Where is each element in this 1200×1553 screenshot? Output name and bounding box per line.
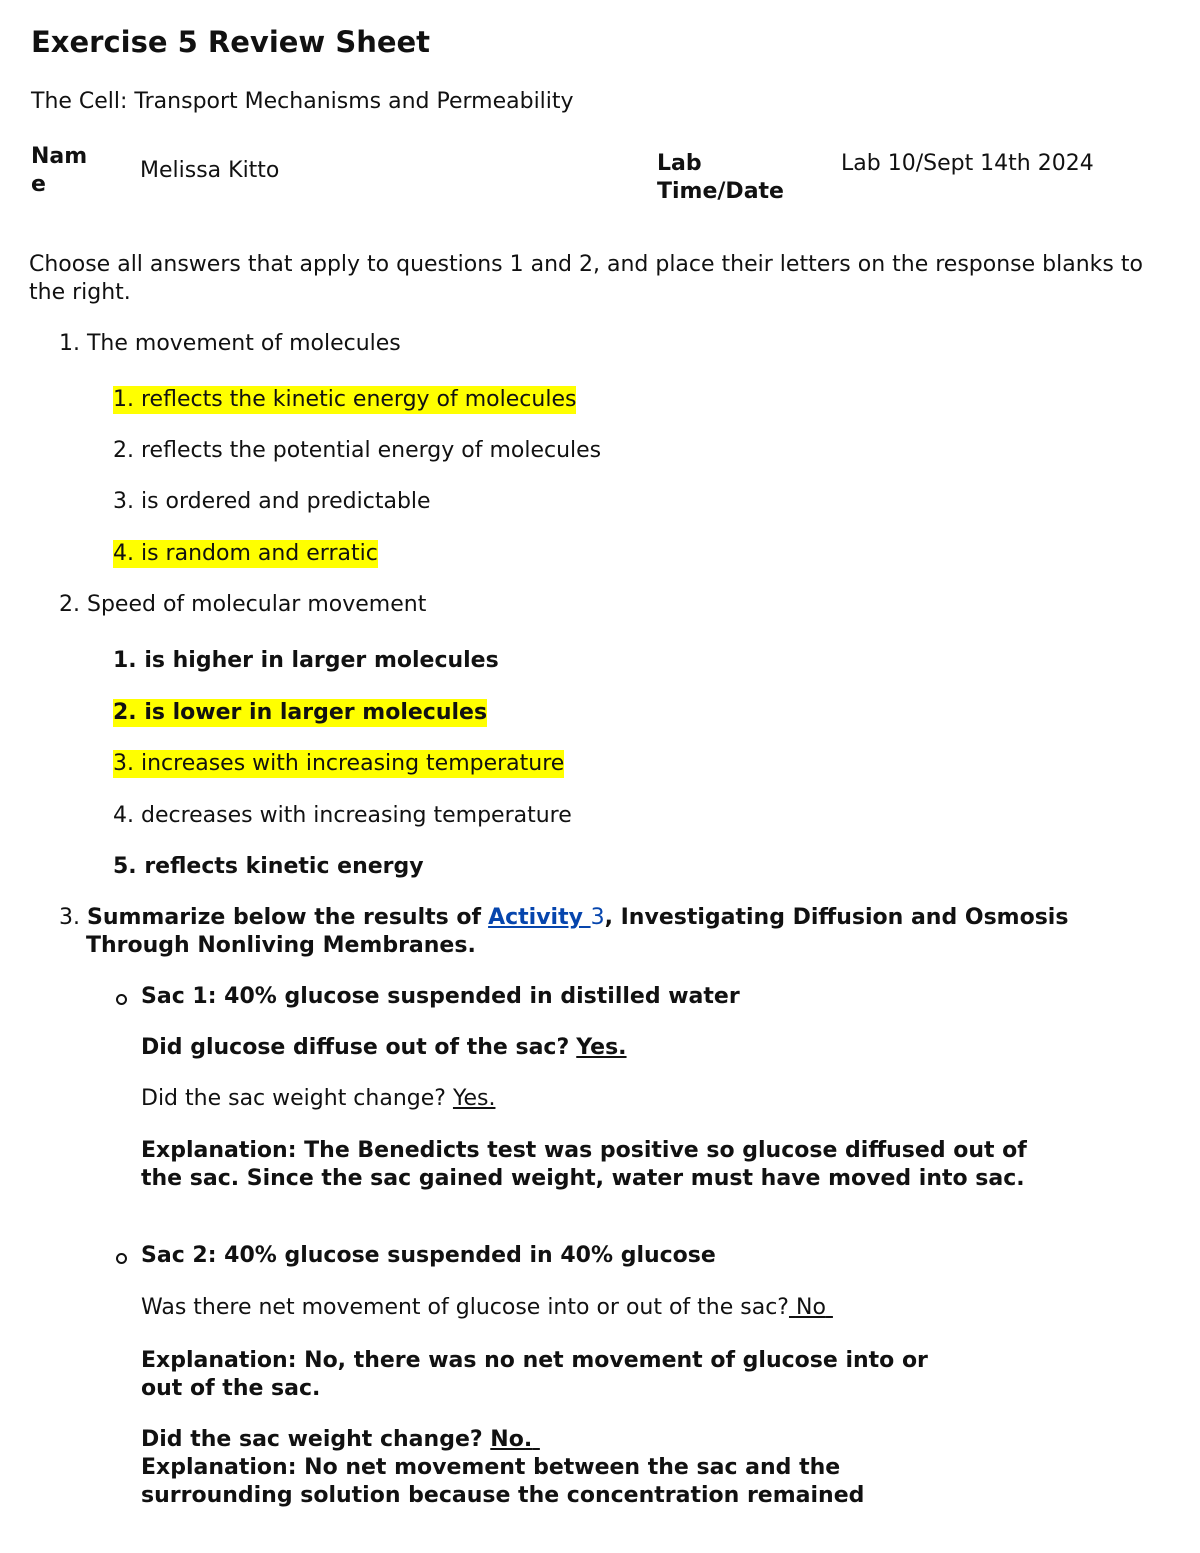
question-2-stem: 2. Speed of molecular movement [59,592,427,617]
sac2-explanation1-line2: out of the sac. [141,1376,321,1401]
instructions: Choose all answers that apply to questions 1 and 2, and place their letters on the response blanks to the right. [29,252,1143,305]
q1-option-3: 3. is ordered and predictable [113,489,431,514]
lab-label-line1: Lab [657,151,702,176]
sac2-weight-q: Did the sac weight change? [141,1427,483,1452]
sac1-heading: Sac 1: 40% glucose suspended in distilled water [141,984,740,1009]
sac2-weight-answer-text: No. [490,1427,533,1452]
q2-option-2: 2. is lower in larger molecules [113,700,488,725]
sac1-explanation[interactable] [141,1137,1027,1193]
q2-option-4: 4. decreases with increasing temperature [113,803,572,828]
name-value[interactable]: Melissa Kitto [140,158,280,183]
sac2-weight-question [141,1426,540,1454]
page-subtitle: The Cell: Transport Mechanisms and Permeability [31,89,574,114]
q1-option-2: 2. reflects the potential energy of molecules [113,438,602,463]
question-3-stem [59,904,1068,932]
name-label: Name [31,144,88,197]
q2-option-1: 1. is higher in larger molecules [113,648,499,673]
sac2-explanation2-line1: Explanation: No net movement between the sac and the [141,1455,841,1480]
sac2-explanation2-line2: surrounding solution because the concentration remained [141,1483,865,1508]
page-title: Exercise 5 Review Sheet [31,25,431,59]
sac2-heading: Sac 2: 40% glucose suspended in 40% glucose [141,1243,716,1268]
sac1-diffuse-answer[interactable]: Yes. [576,1035,627,1060]
activity-number: 3 [590,905,605,930]
sac2-explanation1-line1: Explanation: No, there was no net movement of glucose into or [141,1348,928,1373]
q3-stem-after: , Investigating Diffusion and Osmosis [604,905,1069,930]
q3-number: 3. [59,905,80,930]
q1-option-1: 1. reflects the kinetic energy of molecules [113,387,577,412]
sac1-explanation-line2: the sac. Since the sac gained weight, water must have moved into sac. [141,1166,1025,1191]
lab-label [657,150,784,206]
sac2-net-answer[interactable] [789,1295,833,1320]
activity-link[interactable]: Activity [488,905,591,930]
sac1-explanation-line1: Explanation: The Benedicts test was positive so glucose diffused out of [141,1138,1027,1163]
lab-date-value[interactable]: Lab 10/Sept 14th 2024 [841,151,1094,176]
sac1-diffuse-question [141,1034,627,1062]
sac2-weight-answer[interactable] [490,1427,540,1452]
sac2-explanation-2[interactable] [141,1454,864,1510]
sac1-weight-question [141,1085,495,1113]
bullet-icon [116,1253,127,1264]
sac1-weight-answer[interactable]: Yes. [452,1086,496,1111]
sac1-weight-q: Did the sac weight change? [141,1086,446,1111]
bullet-icon [116,994,127,1005]
q2-option-3: 3. increases with increasing temperature [113,751,565,776]
sac2-net-question [141,1294,833,1322]
q3-stem-line2: Through Nonliving Membranes. [86,933,476,958]
sac1-diffuse-q: Did glucose diffuse out of the sac? [141,1035,570,1060]
lab-label-line2: Time/Date [657,179,784,204]
sac2-net-answer-text: No [795,1295,826,1320]
q3-stem-before: Summarize below the results of [87,905,482,930]
sac2-net-q: Was there net movement of glucose into or out of the sac? [141,1295,789,1320]
q2-option-5: 5. reflects kinetic energy [113,854,424,879]
question-1-stem: 1. The movement of molecules [59,331,401,356]
sac2-explanation-1[interactable] [141,1347,928,1403]
q1-option-4: 4. is random and erratic [113,541,378,566]
